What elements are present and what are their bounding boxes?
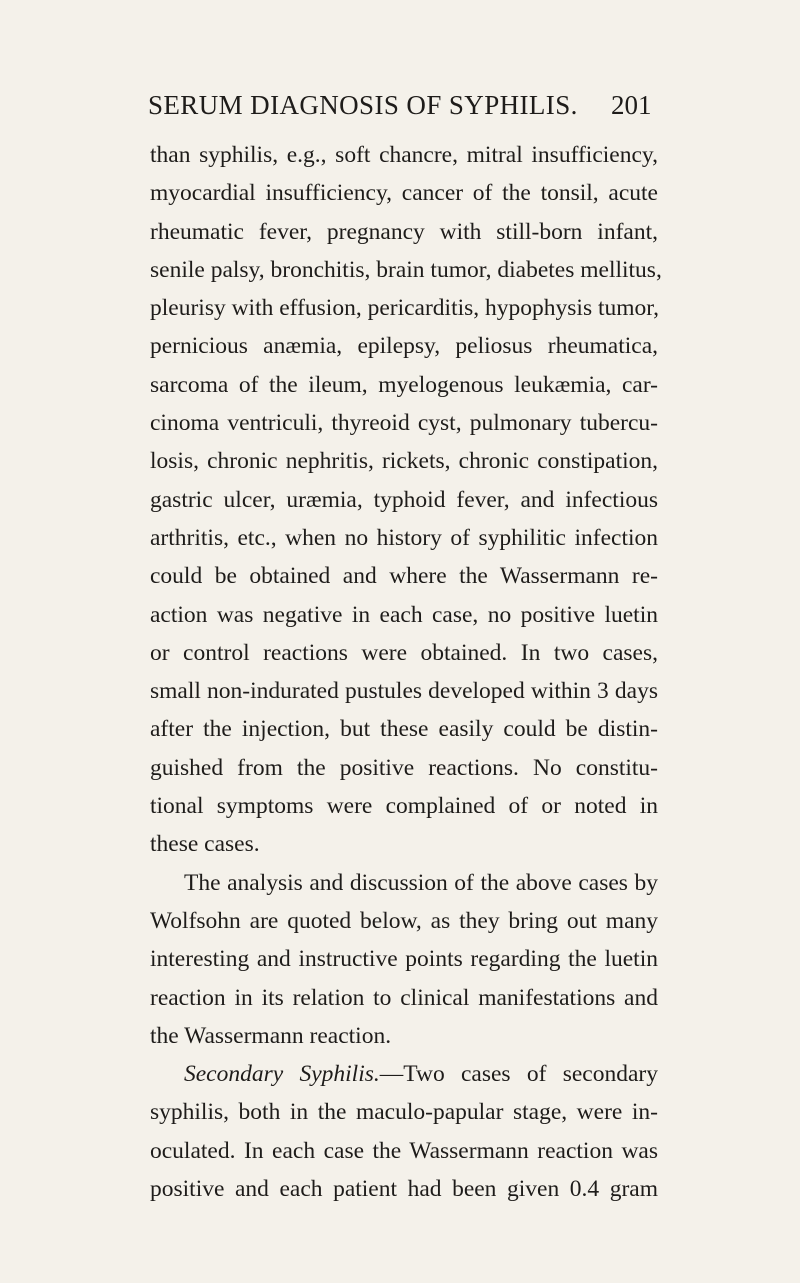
section-heading-text: —Two cases of secondary xyxy=(379,1061,658,1088)
text-line: senile palsy, bronchitis, brain tumor, diabetes mellitus, xyxy=(150,256,662,283)
text-line: tional symptoms were complained of or noted in xyxy=(150,793,658,820)
text-line: oculated. In each case the Wassermann reaction was xyxy=(150,1137,658,1164)
page-number: 201 xyxy=(611,90,652,120)
text-line: reaction in its relation to clinical manifestations and xyxy=(150,984,658,1011)
text-line: the Wassermann reaction. xyxy=(150,1022,392,1049)
text-line: action was negative in each case, no positive luetin xyxy=(150,601,658,628)
section-heading: Secondary Syphilis. xyxy=(184,1061,380,1088)
paragraph-start-line: The analysis and discussion of the above cases by xyxy=(184,869,658,896)
text-line: after the injection, but these easily could be distin- xyxy=(150,716,658,743)
text-line: Wolfsohn are quoted below, as they bring out many xyxy=(150,907,658,934)
text-line: guished from the positive reactions. No constitu- xyxy=(150,754,658,781)
body-text xyxy=(150,136,662,1208)
text-line: these cases. xyxy=(150,831,260,858)
text-line: syphilis, both in the maculo-papular stage, were in- xyxy=(150,1099,658,1126)
text-line: pernicious anæmia, epilepsy, peliosus rheumatica, xyxy=(150,333,658,360)
text-line: cinoma ventriculi, thyreoid cyst, pulmonary tubercu- xyxy=(150,410,658,437)
text-line: myocardial insufficiency, cancer of the tonsil, acute xyxy=(150,180,658,207)
running-title: SERUM DIAGNOSIS OF SYPHILIS. xyxy=(148,90,578,120)
section-heading-line xyxy=(150,1055,658,1093)
text-line: rheumatic fever, pregnancy with still-born infant, xyxy=(150,218,658,245)
text-line: than syphilis, e.g., soft chancre, mitral insufficiency, xyxy=(150,142,658,168)
text-line: pleurisy with effusion, pericarditis, hypophysis tumor, xyxy=(150,295,660,322)
text-line: losis, chronic nephritis, rickets, chronic constipation, xyxy=(150,448,658,475)
text-line: arthritis, etc., when no history of syphilitic infection xyxy=(150,524,658,551)
page-header xyxy=(0,90,800,130)
text-line: gastric ulcer, uræmia, typhoid fever, and infectious xyxy=(150,486,658,513)
text-line: or control reactions were obtained. In two cases, xyxy=(150,639,658,666)
text-line: interesting and instructive points regarding the luetin xyxy=(150,946,658,973)
text-line: positive and each patient had been given 0.4 gram xyxy=(150,1176,658,1203)
text-line: sarcoma of the ileum, myelogenous leukæmia, car- xyxy=(150,371,658,398)
text-line: small non-indurated pustules developed within 3 days xyxy=(150,678,658,705)
text-line: could be obtained and where the Wassermann re- xyxy=(150,563,658,590)
